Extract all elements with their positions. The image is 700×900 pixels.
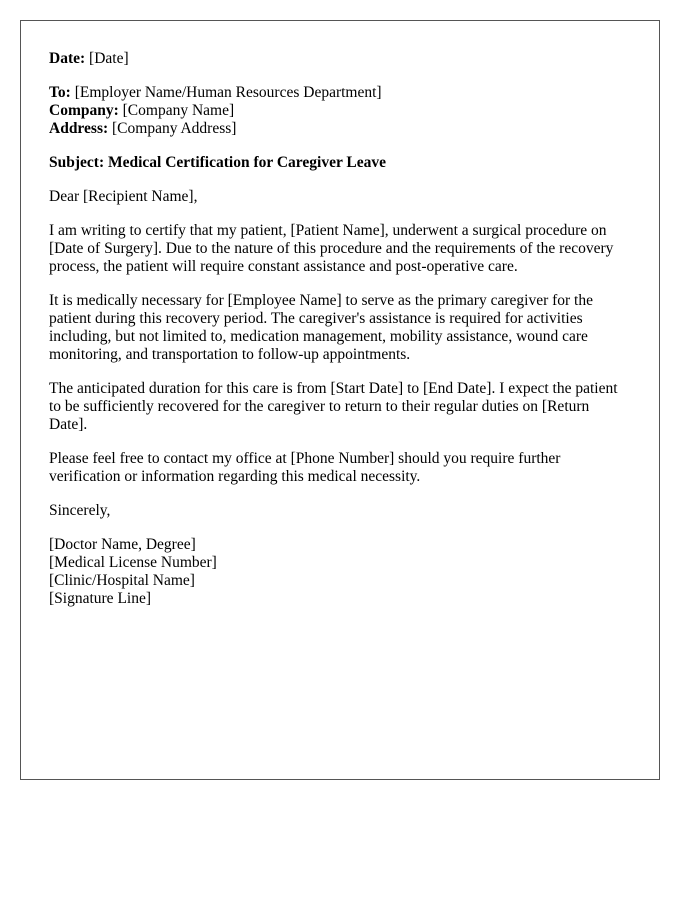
- company-value: [Company Name]: [118, 102, 235, 119]
- closing: Sincerely,: [49, 502, 111, 519]
- to-value: [Employer Name/Human Resources Department]: [70, 84, 382, 101]
- doctor-name: [Doctor Name, Degree]: [49, 536, 196, 553]
- body-paragraph-1: I am writing to certify that my patient, [Patient Name], underwent a surgical procedure on [Date of Surgery]. Due to the nature of this procedure and the requirements of the recovery process, the patient will require constant assistance and post-operative care.: [49, 222, 614, 275]
- address-value: [Company Address]: [108, 120, 237, 137]
- company-line: [49, 102, 631, 120]
- address-label: Address:: [49, 120, 109, 137]
- signature-line: [Signature Line]: [49, 590, 152, 607]
- recipient-block: [49, 84, 631, 138]
- body-paragraph-3: The anticipated duration for this care is from [Start Date] to [End Date]. I expect the patient to be sufficiently recovered for the caregiver to return to their regular duties on [Return Date].: [49, 380, 618, 433]
- clinic-name: [Clinic/Hospital Name]: [49, 572, 195, 589]
- company-label: Company:: [49, 102, 119, 119]
- address-line: [49, 120, 631, 138]
- body-paragraph-2: It is medically necessary for [Employee Name] to serve as the primary caregiver for the patient during this recovery period. The caregiver's assistance is required for activities including, but not limited to, medication management, mobility assistance, wound care monitoring, and transportation to follow-up appointments.: [49, 292, 593, 363]
- signature-block: [49, 536, 631, 608]
- to-line: [49, 84, 631, 102]
- subject-line: Subject: Medical Certification for Caregiver Leave: [49, 154, 387, 171]
- salutation: Dear [Recipient Name],: [49, 188, 198, 205]
- medical-license: [Medical License Number]: [49, 554, 217, 571]
- date-line: [49, 50, 631, 68]
- letter-page: [20, 20, 660, 780]
- body-paragraph-4: Please feel free to contact my office at [Phone Number] should you require further verification or information regarding this medical necessity.: [49, 450, 561, 485]
- date-label: Date:: [49, 50, 86, 67]
- date-value: [Date]: [85, 50, 129, 67]
- to-label: To:: [49, 84, 71, 101]
